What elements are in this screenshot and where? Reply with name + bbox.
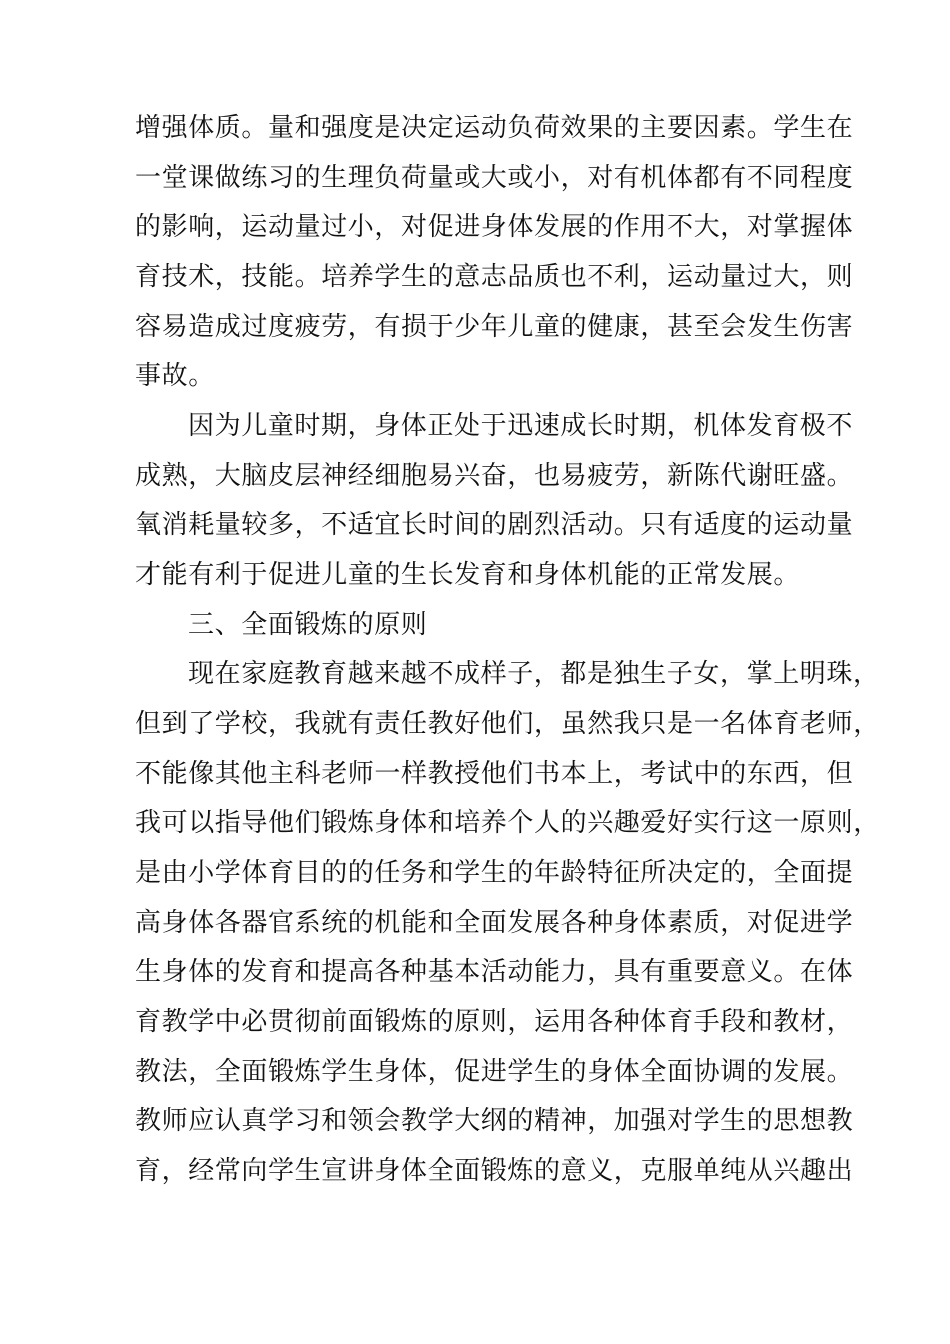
text-line: 教法，全面锻炼学生身体，促进学生的身体全面协调的发展。 xyxy=(135,1057,854,1087)
text-line: 育技术，技能。培养学生的意志品质也不利，运动量过大，则 xyxy=(135,262,854,292)
text-line: 事故。 xyxy=(135,361,215,391)
text-line: 成熟，大脑皮层神经细胞易兴奋，也易疲劳，新陈代谢旺盛。 xyxy=(135,461,854,491)
text-line: 育教学中必贯彻前面锻炼的原则，运用各种体育手段和教材， xyxy=(135,1007,854,1037)
text-line: 育，经常向学生宣讲身体全面锻炼的意义，克服单纯从兴趣出 xyxy=(135,1156,854,1186)
text-line: 的影响，运动量过小，对促进身体发展的作用不大，对掌握体 xyxy=(135,212,854,242)
text-line: 现在家庭教育越来越不成样子，都是独生子女，掌上明珠， xyxy=(188,659,880,689)
text-line: 氧消耗量较多，不适宜长时间的剧烈活动。只有适度的运动量 xyxy=(135,510,854,540)
text-line: 不能像其他主科老师一样教授他们书本上，考试中的东西，但 xyxy=(135,759,854,789)
text-line: 高身体各器官系统的机能和全面发展各种身体素质，对促进学 xyxy=(135,908,854,938)
text-line: 因为儿童时期，身体正处于迅速成长时期，机体发育极不 xyxy=(188,411,854,441)
text-line: 才能有利于促进儿童的生长发育和身体机能的正常发展。 xyxy=(135,560,801,590)
text-line: 教师应认真学习和领会教学大纲的精神，加强对学生的思想教 xyxy=(135,1106,854,1136)
text-line: 增强体质。量和强度是决定运动负荷效果的主要因素。学生在 xyxy=(135,113,854,143)
text-line: 容易造成过度疲劳，有损于少年儿童的健康，甚至会发生伤害 xyxy=(135,312,854,342)
text-line: 我可以指导他们锻炼身体和培养个人的兴趣爱好实行这一原则， xyxy=(135,808,880,838)
text-line: 生身体的发育和提高各种基本活动能力，具有重要意义。在体 xyxy=(135,957,854,987)
text-line: 是由小学体育目的的任务和学生的年龄特征所决定的，全面提 xyxy=(135,858,854,888)
text-line: 但到了学校，我就有责任教好他们，虽然我只是一名体育老师， xyxy=(135,709,880,739)
text-line: 一堂课做练习的生理负荷量或大或小，对有机体都有不同程度 xyxy=(135,163,854,193)
section-heading: 三、全面锻炼的原则 xyxy=(188,610,428,640)
